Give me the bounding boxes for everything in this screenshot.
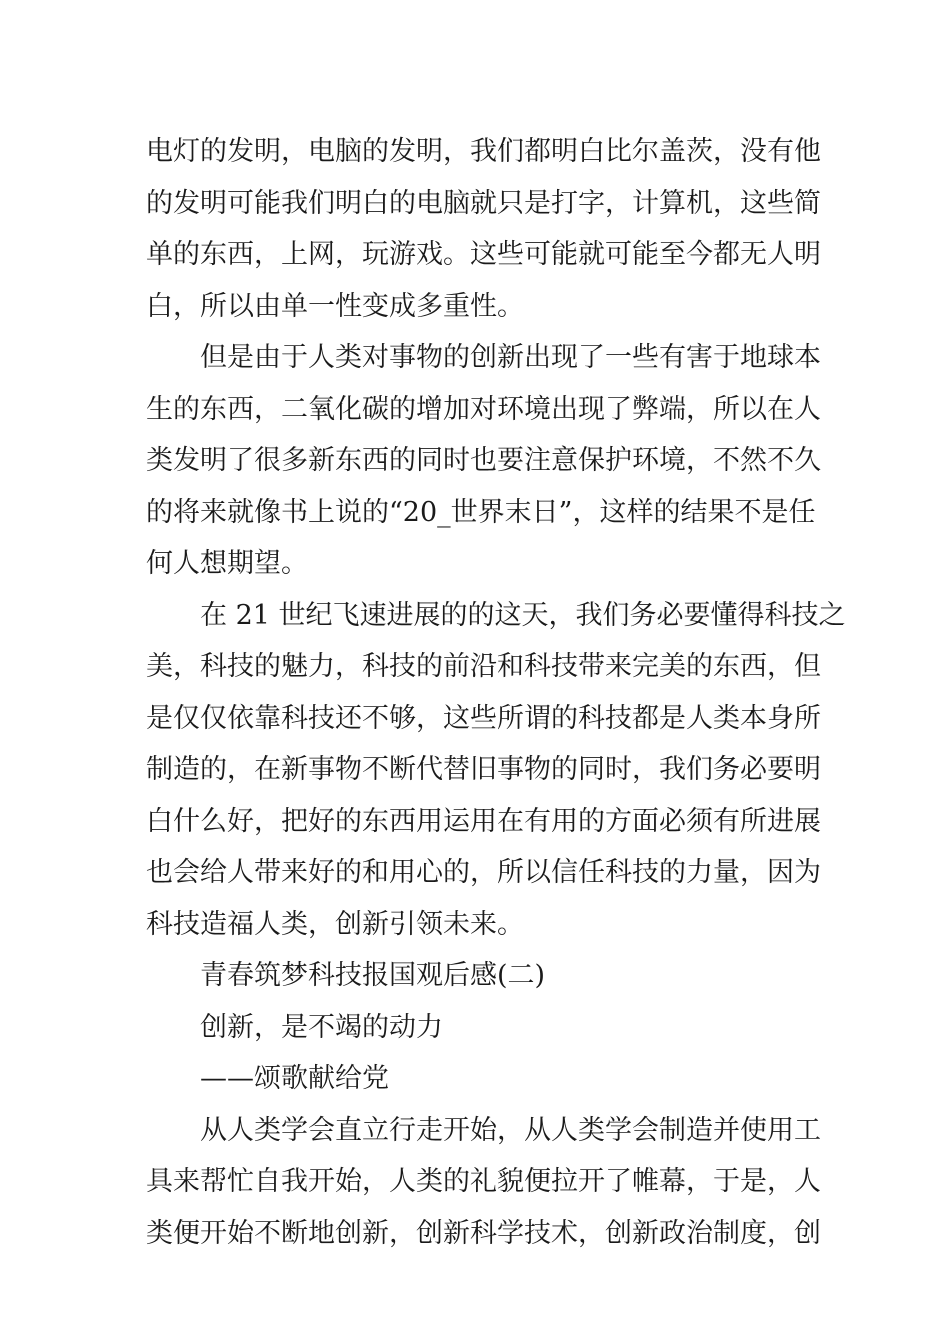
text-line: 的发明可能我们明白的电脑就只是打字，计算机，这些简 [146,187,821,219]
text-line: 电灯的发明，电脑的发明，我们都明白比尔盖茨，没有他 [146,136,821,167]
text-line: 类发明了很多新东西的同时也要注意保护环境，不然不久 [146,445,821,476]
text-line: 单的东西，上网，玩游戏。这些可能就可能至今都无人明 [146,239,821,270]
text-line: ——颂歌献给党 [200,1063,389,1094]
text-line: 何人想期望。 [146,548,308,579]
text-line: 白，所以由单一性变成多重性。 [146,290,524,322]
text-line: 美，科技的魅力，科技的前沿和科技带来完美的东西，但 [146,651,821,682]
text-line: 也会给人带来好的和用心的，所以信任科技的力量，因为 [146,857,821,888]
text-line: 白什么好，把好的东西用运用在有用的方面必须有所进展 [146,805,821,837]
text-line: 从人类学会直立行走开始，从人类学会制造并使用工 [200,1114,821,1146]
text-line: 创新，是不竭的动力 [200,1011,443,1043]
text-line: 生的东西，二氧化碳的增加对环境出现了弊端，所以在人 [146,393,821,425]
text-line: 在 21 世纪飞速进展的的这天，我们务必要懂得科技之 [200,599,846,631]
text-line: 科技造福人类，创新引领未来。 [146,908,524,940]
text-line: 类便开始不断地创新，创新科学技术，创新政治制度，创 [146,1217,821,1249]
document-body [146,126,846,1259]
text-line: 青春筑梦科技报国观后感(二) [200,960,546,991]
text-line: 但是由于人类对事物的创新出现了一些有害于地球本 [200,342,821,373]
text-line: 的将来就像书上说的“20_世界末日”，这样的结果不是任 [146,496,816,528]
text-line: 制造的，在新事物不断代替旧事物的同时，我们务必要明 [146,754,821,785]
text-line: 是仅仅依靠科技还不够，这些所谓的科技都是人类本身所 [146,702,821,734]
text-line: 具来帮忙自我开始，人类的礼貌便拉开了帷幕，于是，人 [146,1166,821,1197]
